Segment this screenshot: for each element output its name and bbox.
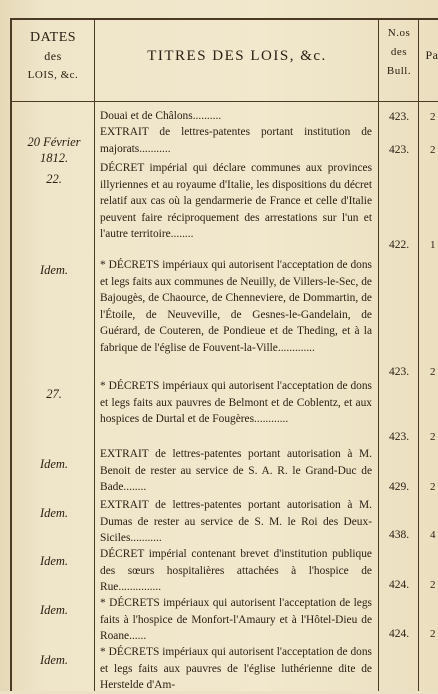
bulletin-number: 424. — [388, 579, 410, 591]
entry-date: 22. — [46, 172, 62, 186]
entry-text: DÉCRET impérial qui déclare communes aux provinces illyriennes et au royaume d'Italie, les dispositions du décret relatif aux cas où la gendarmerie de France et celle d'Italie peuvent faire réciproquement des arrestations sur l'un et l'autre territoire........ — [100, 162, 372, 241]
pages-header-partial: Pa — [425, 48, 438, 62]
page-number-partial: 1 — [430, 239, 436, 251]
entry-date: 20 Février 1812. — [27, 135, 81, 165]
entry-text: DÉCRET impérial contenant brevet d'institution publique des sœurs hospitalières attachées à l'hospice de Rue............... — [100, 548, 372, 594]
dates-header-line1: DATES — [29, 30, 77, 45]
bulletin-number: 423. — [388, 144, 410, 156]
entry-date: Idem. — [39, 506, 69, 520]
bulletin-number: 424. — [388, 628, 410, 640]
header-rule — [10, 101, 438, 102]
dates-header-line3: LOIS, &c. — [27, 69, 79, 81]
entry-date: Idem. — [39, 457, 69, 471]
bulletin-number: 422. — [388, 239, 410, 251]
left-border — [10, 18, 12, 691]
bulletin-number: 423. — [388, 431, 410, 443]
entry-date: Idem. — [39, 554, 69, 568]
num-column-divider — [418, 18, 419, 691]
page-number-partial: 2 — [430, 144, 436, 156]
page-number-partial: 2 — [430, 481, 436, 493]
bulletin-number: 429. — [388, 481, 410, 493]
entry-text: EXTRAIT de lettres-patentes portant autorisation à M. Dumas de rester au service de S. M. le Roi des Deux-Siciles........... — [100, 499, 372, 545]
bulletin-number: 438. — [388, 529, 410, 541]
entry-text: * DÉCRETS impériaux qui autorisent l'acceptation de dons et legs faits aux communes de Neuilly, de Villers-le-Sec, de Bajougès, de Chaource, de Chenneviere, de Dommartin, de l'Étoile, de Neuveville, de Gesnes-le-Gandelain, de Guérard, de Couteren, de Pondieue et de Theding, et à la fabrique de l'église de Fouvent-la-Ville............. — [100, 259, 372, 354]
entry-date: Idem. — [39, 603, 69, 617]
entry-text: * DÉCRETS impériaux qui autorisent l'acceptation de dons et legs faits aux pauvres de Belmont et de Coblentz, et aux hospices de Durtal et de Fougères............ — [100, 380, 372, 426]
entry-text: Douai et de Châlons.......... — [100, 110, 222, 122]
entry-text: EXTRAIT de lettres-patentes portant institution de majorats........... — [100, 126, 372, 155]
num-header-line1: N.os — [387, 27, 411, 39]
page-number-partial: 2 — [430, 628, 436, 640]
num-header-line2: des — [390, 46, 408, 58]
page-number-partial: 2 — [430, 579, 436, 591]
num-header-line3: Bull. — [386, 65, 412, 77]
page-number-partial: 2 — [430, 431, 436, 443]
page-number-partial: 4 — [430, 529, 436, 541]
page-number-partial: 2 — [430, 366, 436, 378]
bulletin-number: 423. — [388, 111, 410, 123]
bulletin-number: 423. — [388, 366, 410, 378]
entry-text: EXTRAIT de lettres-patentes portant autorisation à M. Benoit de rester au service de S. A. R. le Grand-Duc de Bade........ — [100, 448, 372, 494]
titles-header: TITRES DES LOIS, &c. — [147, 48, 327, 64]
entry-text: * DÉCRETS impériaux qui autorisent l'acceptation de dons et legs faits aux pauvres de l'église luthérienne dite de Herstelde d'Am- — [100, 646, 372, 692]
entry-date: 27. — [46, 387, 62, 401]
dates-column-divider — [94, 18, 95, 691]
entry-date: Idem. — [39, 653, 69, 667]
page-number-partial: 2 — [430, 111, 436, 123]
entry-text: * DÉCRETS impériaux qui autorisent l'acceptation de legs faits à l'hospice de Monfort-l'Amaury et à l'Hôtel-Dieu de Roane...... — [100, 597, 372, 643]
titles-column-divider — [378, 18, 379, 691]
entry-date: Idem. — [39, 263, 69, 277]
dates-header — [12, 28, 94, 85]
bulletin-number-header — [380, 24, 418, 81]
top-rule — [10, 18, 438, 20]
dates-header-line2: des — [44, 49, 62, 63]
